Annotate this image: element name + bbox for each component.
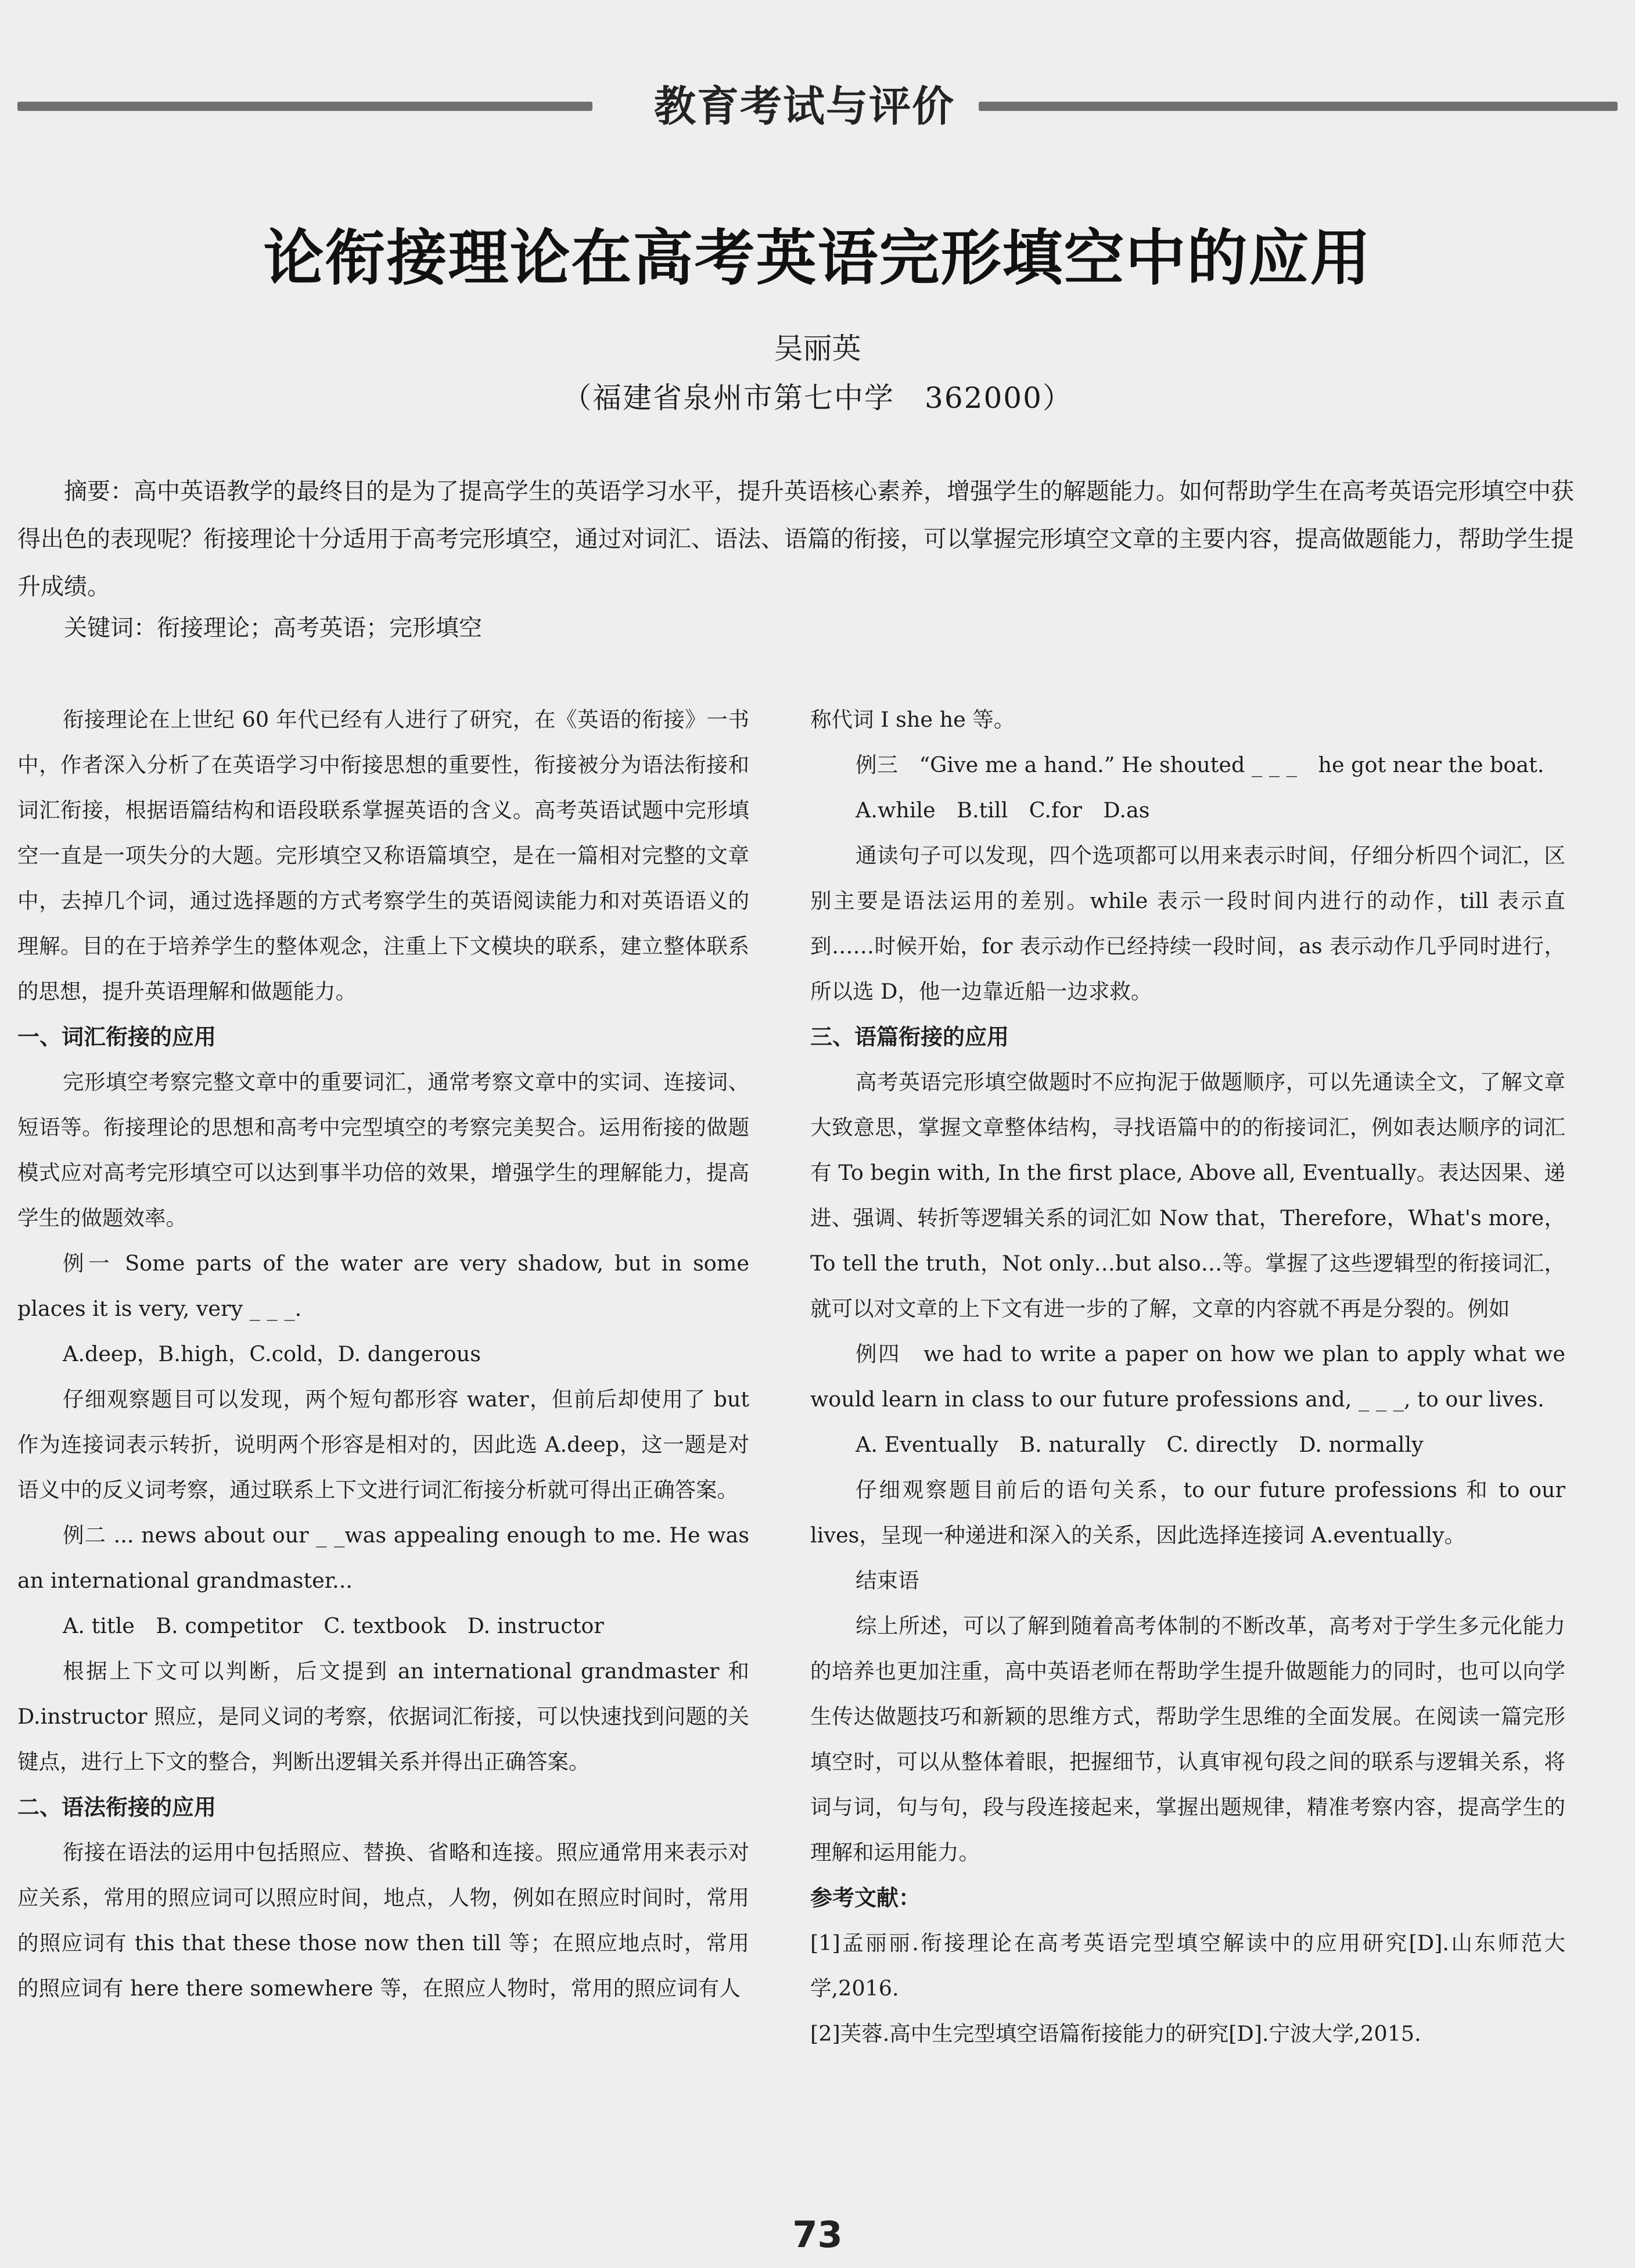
paragraph: 衔接在语法的运用中包括照应、替换、省略和连接。照应通常用来表示对应关系，常用的照应词可以照应时间，地点，人物，例如在照应时间时，常用的照应词有 this that these those now then till 等；在照应地点时，常用的照应词有 here there somewhere 等，在照应人物时，常用的照应词有人 <box>17 1840 749 2001</box>
intro-paragraph: 衔接理论在上世纪 60 年代已经有人进行了研究，在《英语的衔接》一书中，作者深入分析了在英语学习中衔接思想的重要性，衔接被分为语法衔接和词汇衔接，根据语篇结构和语段联系掌握英语的含义。高考英语试题中完形填空一直是一项失分的大题。完形填空又称语篇填空，是在一篇相对完整的文章中，去掉几个词，通过选择题的方式考察学生的英语阅读能力和对英语语义的理解。目的在于培养学生的整体观念，注重上下文模块的联系，建立整体联系的思想，提升英语理解和做题能力。 <box>17 707 749 1004</box>
paragraph: 完形填空考察完整文章中的重要词汇，通常考察文章中的实词、连接词、短语等。衔接理论的思想和高考中完型填空的考察完美契合。运用衔接的做题模式应对高考完形填空可以达到事半功倍的效果，增强学生的理解能力，提高学生的做题效率。 <box>17 1070 749 1230</box>
page-number: 73 <box>792 2213 843 2256</box>
example-two-options: A. title B. competitor C. textbook D. instructor <box>63 1613 604 1638</box>
journal-section-title: 教育考试与评价 <box>653 82 955 131</box>
reference-item: [2]芙蓉.高中生完型填空语篇衔接能力的研究[D].宁波大学,2015. <box>810 2021 1421 2046</box>
example-one-options: A.deep，B.high，C.cold，D. dangerous <box>63 1341 481 1366</box>
example-one-analysis: 仔细观察题目可以发现，两个短句都形容 water，但前后却使用了 but 作为连接词表示转折，说明两个形容是相对的，因此选 A.deep，这一题是对语义中的反义词考察，通过联系上下文进行词汇衔接分析就可得出正确答案。 <box>17 1387 749 1502</box>
example-two-analysis: 根据上下文可以判断，后文提到 an international grandmaster 和 D.instructor 照应，是同义词的考察，依据词汇衔接，可以快速找到问题的关键点，进行上下文的整合，判断出逻辑关系并得出正确答案。 <box>17 1659 749 1774</box>
continued-paragraph: 称代词 I she he 等。 <box>810 707 1015 732</box>
header-band <box>17 73 1618 137</box>
header-rule-left <box>17 102 592 111</box>
example-four-analysis: 仔细观察题目前后的语句关系，to our future professions 和 to our lives，呈现一种递进和深入的关系，因此选择连接词 A.eventually。 <box>810 1477 1565 1548</box>
example-four: 例四 we had to write a paper on how we plan to apply what we would learn in class to our future professions and, _ _ _, to our lives. <box>810 1341 1565 1412</box>
example-four-options: A. Eventually B. naturally C. directly D. normally <box>856 1432 1424 1457</box>
example-three-analysis: 通读句子可以发现，四个选项都可以用来表示时间，仔细分析四个词汇，区别主要是语法运用的差别。while 表示一段时间内进行的动作，till 表示直到……时候开始，for 表示动作已经持续一段时间，as 表示动作几乎同时进行，所以选 D，他一边靠近船一边求救。 <box>810 843 1565 1004</box>
author: 吴丽英 <box>774 332 861 365</box>
section-heading-lexical: 一、词汇衔接的应用 <box>17 1024 217 1050</box>
reference-item: [1]孟丽丽.衔接理论在高考英语完型填空解读中的应用研究[D].山东师范大学,2016. <box>810 1930 1565 2001</box>
section-heading-discourse: 三、语篇衔接的应用 <box>810 1024 1009 1050</box>
article-title: 论衔接理论在高考英语完形填空中的应用 <box>263 223 1372 293</box>
abstract: 摘要：高中英语教学的最终目的是为了提高学生的英语学习水平，提升英语核心素养，增强学生的解题能力。如何帮助学生在高考英语完形填空中获得出色的表现呢？衔接理论十分适用于高考完形填空，通过对词汇、语法、语篇的衔接，可以掌握完形填空文章的主要内容，提高做题能力，帮助学生提升成绩。 <box>17 478 1574 600</box>
example-one: 例一 Some parts of the water are very shadow, but in some places it is very, very _ _ _. <box>17 1251 749 1321</box>
left-column <box>17 697 749 2011</box>
conclusion-heading: 结束语 <box>856 1568 919 1593</box>
right-column <box>810 697 1565 2057</box>
section-heading-grammar: 二、语法衔接的应用 <box>17 1795 217 1820</box>
example-three: 例三 “Give me a hand.” He shouted _ _ _ he got near the boat. <box>856 752 1544 777</box>
example-three-options: A.while B.till C.for D.as <box>856 798 1150 823</box>
affiliation: （福建省泉州市第七中学 362000） <box>562 381 1073 415</box>
paragraph: 高考英语完形填空做题时不应拘泥于做题顺序，可以先通读全文，了解文章大致意思，掌握文章整体结构，寻找语篇中的的衔接词汇，例如表达顺序的词汇有 To begin with, In the first place, Above all, Eventually。表达因果、递进、强调、转折等逻辑关系的词汇如 Now that，Therefore，What's more，To tell the truth，Not only…but also…等。掌握了这些逻辑型的衔接词汇，就可以对文章的上下文有进一步的了解，文章的内容就不再是分裂的。例如 <box>810 1070 1565 1321</box>
references-heading: 参考文献： <box>810 1885 921 1911</box>
conclusion-paragraph: 综上所述，可以了解到随着高考体制的不断改革，高考对于学生多元化能力的培养也更加注重，高中英语老师在帮助学生提升做题能力的同时，也可以向学生传达做题技巧和新颖的思维方式，帮助学生思维的全面发展。在阅读一篇完形填空时，可以从整体着眼，把握细节，认真审视句段之间的联系与逻辑关系，将词与词，句与句，段与段连接起来，掌握出题规律，精准考察内容，提高学生的理解和运用能力。 <box>810 1613 1565 1865</box>
keywords: 关键词：衔接理论；高考英语；完形填空 <box>64 615 482 641</box>
example-two: 例二 ... news about our _ _was appealing enough to me. He was an international grandmaster... <box>17 1523 749 1593</box>
header-rule-right <box>979 102 1618 111</box>
